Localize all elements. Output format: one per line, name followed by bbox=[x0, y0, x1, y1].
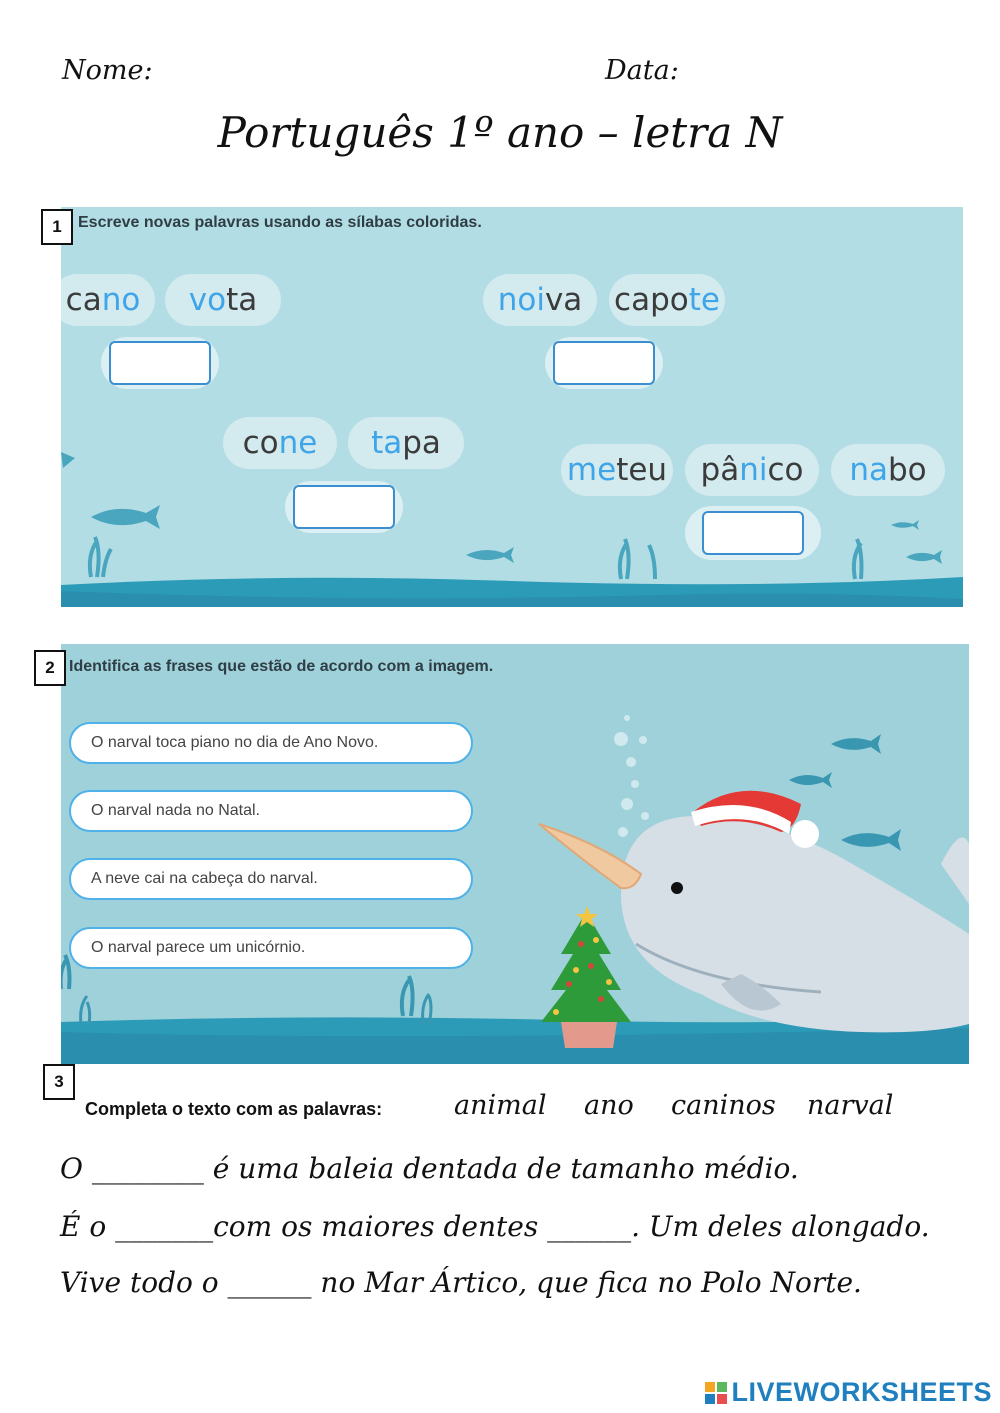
answer-input[interactable] bbox=[293, 485, 395, 529]
syllable-chip[interactable]: vo ta bbox=[165, 274, 281, 326]
section-3-instruction: Completa o texto com as palavras: bbox=[85, 1099, 383, 1119]
liveworksheets-logo[interactable] bbox=[705, 1377, 992, 1408]
syllable-chip[interactable]: ta pa bbox=[348, 417, 464, 469]
syllable-chip[interactable]: co ne bbox=[223, 417, 337, 469]
text-line: É o _______com os maiores dentes ______. Um deles alongado. bbox=[60, 1210, 930, 1243]
date-label: Data: bbox=[605, 55, 679, 86]
answer-drop-zone[interactable] bbox=[101, 337, 219, 389]
syllable-chip[interactable]: pâ ni co bbox=[685, 444, 819, 496]
section-1-instruction: Escreve novas palavras usando as sílabas coloridas. bbox=[78, 214, 482, 231]
section-2-instruction: Identifica as frases que estão de acordo com a imagem. bbox=[69, 658, 494, 675]
word-bank-item[interactable]: ano bbox=[584, 1090, 634, 1121]
text-line: O ________ é uma baleia dentada de tamanho médio. bbox=[60, 1152, 799, 1185]
syllable-chip[interactable]: na bo bbox=[831, 444, 945, 496]
answer-drop-zone[interactable] bbox=[685, 506, 821, 560]
page-title: Português 1º ano – letra N bbox=[217, 108, 783, 157]
section-1-number: 1 bbox=[41, 209, 73, 245]
answer-drop-zone[interactable] bbox=[285, 481, 403, 533]
syllable-chip[interactable]: capo te bbox=[609, 274, 725, 326]
name-label: Nome: bbox=[62, 55, 153, 86]
sea-background bbox=[61, 207, 963, 607]
sentence-option[interactable]: A neve cai na cabeça do narval. bbox=[69, 858, 473, 900]
sentence-option[interactable]: O narval nada no Natal. bbox=[69, 790, 473, 832]
answer-input[interactable] bbox=[553, 341, 655, 385]
text-line: Vive todo o ______ no Mar Ártico, que fica no Polo Norte. bbox=[60, 1266, 862, 1299]
logo-icon bbox=[705, 1382, 727, 1404]
section-2-number: 2 bbox=[34, 650, 66, 686]
word-bank-item[interactable]: narval bbox=[807, 1090, 894, 1121]
sentence-option[interactable]: O narval parece um unicórnio. bbox=[69, 927, 473, 969]
logo-text: LIVEWORKSHEETS bbox=[731, 1377, 992, 1407]
syllables-panel bbox=[61, 207, 963, 607]
word-bank-item[interactable]: caninos bbox=[671, 1090, 776, 1121]
sentences-panel bbox=[61, 644, 969, 1064]
syllable-chip[interactable]: noi va bbox=[483, 274, 597, 326]
answer-drop-zone[interactable] bbox=[545, 337, 663, 389]
syllable-chip[interactable]: me teu bbox=[561, 444, 673, 496]
answer-input[interactable] bbox=[702, 511, 804, 555]
answer-input[interactable] bbox=[109, 341, 211, 385]
section-3-number: 3 bbox=[43, 1064, 75, 1100]
syllable-chip[interactable]: ca no bbox=[61, 274, 155, 326]
word-bank-item[interactable]: animal bbox=[454, 1090, 547, 1121]
narwhal-illustration bbox=[61, 644, 969, 1064]
sentence-option[interactable]: O narval toca piano no dia de Ano Novo. bbox=[69, 722, 473, 764]
